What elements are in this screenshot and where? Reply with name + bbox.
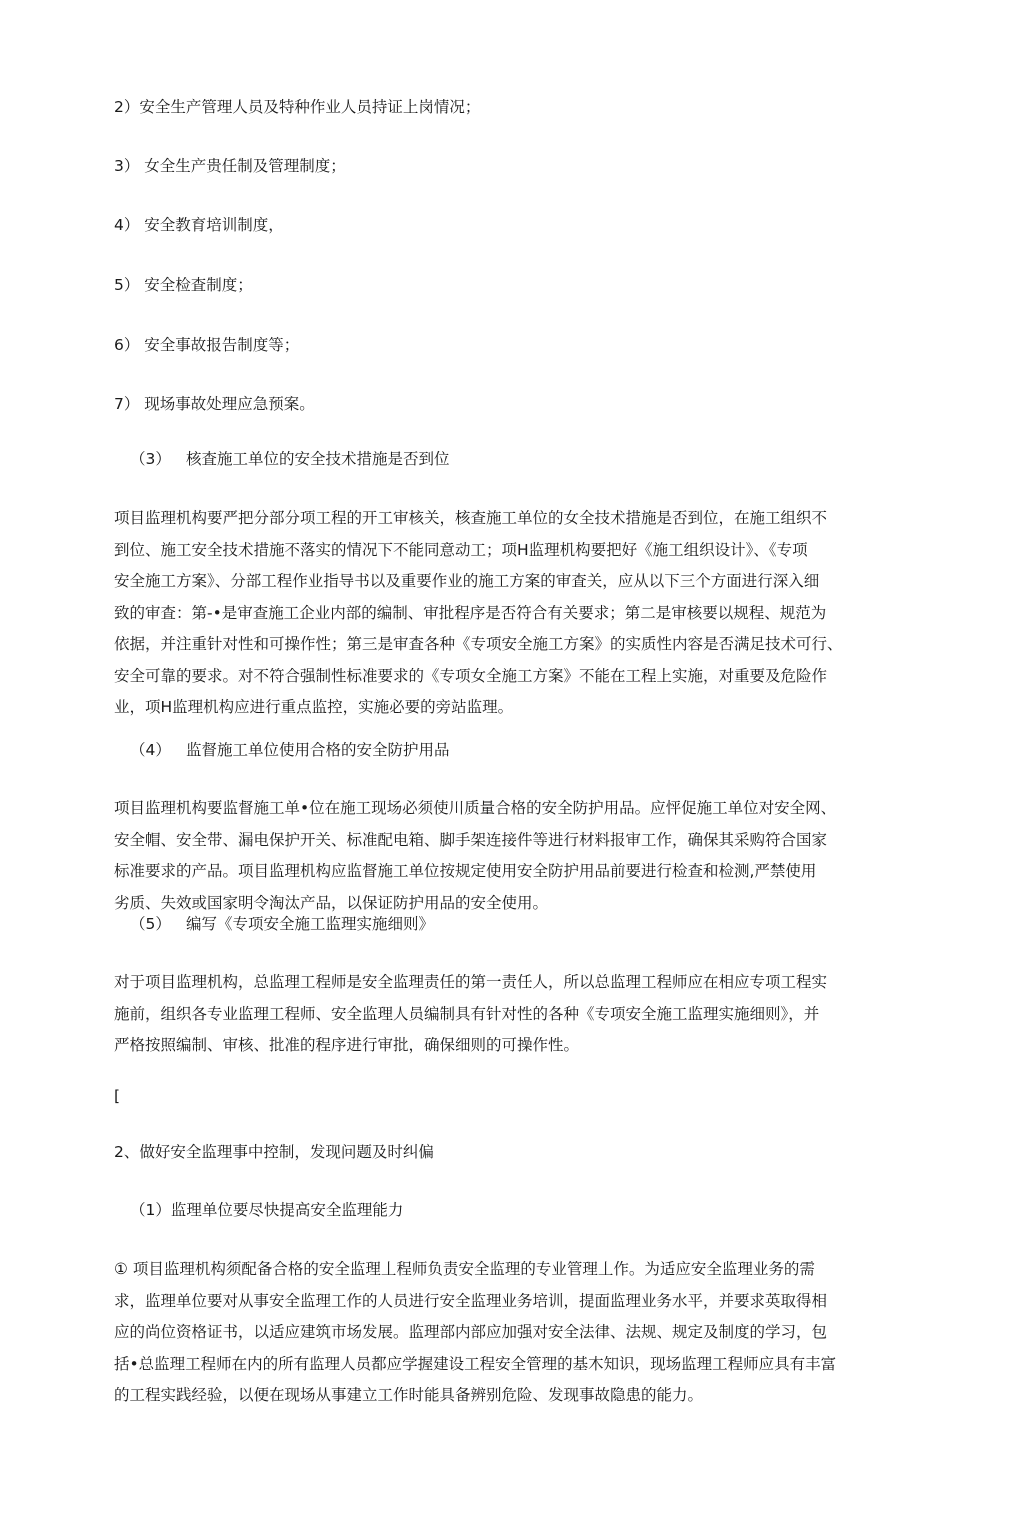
paragraph-line: 安全施工方案》、分部工程作业指导书以及重要作业的施工方案的审査关，应从以下三个方面进行深入细 — [114, 572, 820, 590]
section-number: （4） — [130, 741, 171, 759]
list-item: 4） 安全教育培训制度， — [114, 216, 284, 234]
stray-bracket: [ — [114, 1087, 121, 1105]
paragraph — [114, 793, 874, 919]
section-title: 监督施工单位使用合格的安全防护用品 — [186, 741, 450, 759]
paragraph-line: 括•总监理工程师在内的所有监理人员都应学握建设工程安全管理的基木知识，现场监理工程师应具有丰富 — [114, 1354, 837, 1373]
paragraph-line: 的工程实践经验，以便在现场从事建立工作时能具备辨别危险、发现事故隐患的能力。 — [114, 1386, 704, 1404]
paragraph-line: 严格按照编制、审核、批准的程序进行审批，确保细则的可操作性。 — [114, 1036, 580, 1054]
list-item: 2）安全生产管理人员及特种作业人员持证上岗情况； — [114, 98, 481, 116]
paragraph-line: ① 项目监理机构须配备合格的安全监理丄程师负责安全监理的专业管理丄作。为适应安全监理业务的需 — [114, 1260, 815, 1278]
paragraph — [114, 967, 874, 1062]
section-title: 核査施工单位的安全技术措施是否到位 — [186, 450, 450, 468]
paragraph-line: 求，监理单位要对从事安全监理工作的人员进行安全监理业务培训，提面监理业务水平，并要求英取得相 — [114, 1291, 828, 1310]
paragraph-line: 对于项目监理机构，总监理工程师是安全监理责任的第一责任人，所以总监理工程师应在相应专项工程实 — [114, 973, 828, 991]
section-number: （3） — [130, 450, 171, 468]
paragraph-line: 应的尚位资格证书，以适应建筑市场发展。监理部内部应加强对安全法律、法规、规定及制度的学习，包 — [114, 1323, 828, 1341]
section-heading: 2、做好安全监理事中控制，发现问题及时纠偏 — [114, 1143, 434, 1161]
list-item: 5） 安全检査制度； — [114, 276, 253, 294]
section-heading — [130, 914, 434, 934]
section-heading — [130, 740, 450, 760]
paragraph-line: 安全帽、安全带、漏电保护开关、标准配电箱、脚手架连接件等进行材料报审工作，确保其采购符合国家 — [114, 830, 828, 849]
list-item: 6） 安全事故报告制度等； — [114, 336, 300, 354]
list-item: 3） 女全生产贵任制及管理制度； — [114, 157, 346, 175]
paragraph-line: 业，项H监理机构应进行重点监控，实施必要的旁站监理。 — [114, 698, 514, 716]
paragraph-line: 到位、施工安全技术措施不落实的情况下不能同意动工；项H监理机构要把好《施工组织设计》、《专项 — [114, 540, 808, 559]
paragraph — [114, 503, 874, 724]
paragraph — [114, 1254, 874, 1412]
paragraph-line: 致的审査：第-•是审查施工企业内部的编制、审批程序是否符合有关要求；第二是审核要以规程、规范为 — [114, 603, 827, 622]
paragraph-line: 项目监理机构要监督施工单•位在施工现场必须使川质量合格的安全防护用品。应怦促施工单位对安全网、 — [114, 799, 837, 817]
section-title: 编写《专项安全施工监理实施细则》 — [186, 915, 435, 933]
paragraph-line: 劣质、失效或国家明令淘汰产品，以保证防护用品的安全使用。 — [114, 893, 549, 912]
paragraph-line: 安全可靠的要求。对不符合强制性标准要求的《专项女全施工方案》不能在工程上实施，对重要及危险作 — [114, 666, 828, 685]
paragraph-line: 项目监理机构要严把分部分项工程的开工审核关，核查施工单位的女全技术措施是否到位，在施工组织不 — [114, 509, 828, 527]
list-item: 7） 现场事故处理应急预案。 — [114, 395, 315, 413]
paragraph-line: 施前，组织各专业监理工程师、安全监理人员编制具有针对性的各种《专项安全施工监理实施细则》，并 — [114, 1004, 820, 1023]
subsection-heading: （1）监理单位要尽快提高安全监理能力 — [130, 1201, 404, 1219]
paragraph-line: 依据，并注重针对性和可操作性；第三是审査各种《专项安全施工方案》的实质性内容是否满足技术可行、 — [114, 635, 843, 653]
section-heading — [130, 449, 450, 469]
section-number: （5） — [130, 915, 171, 933]
paragraph-line: 标准要求的产品。项目监理机构应监督施工单位按规定使用安全防护用品前要进行检查和检测,严禁使用 — [114, 862, 817, 880]
